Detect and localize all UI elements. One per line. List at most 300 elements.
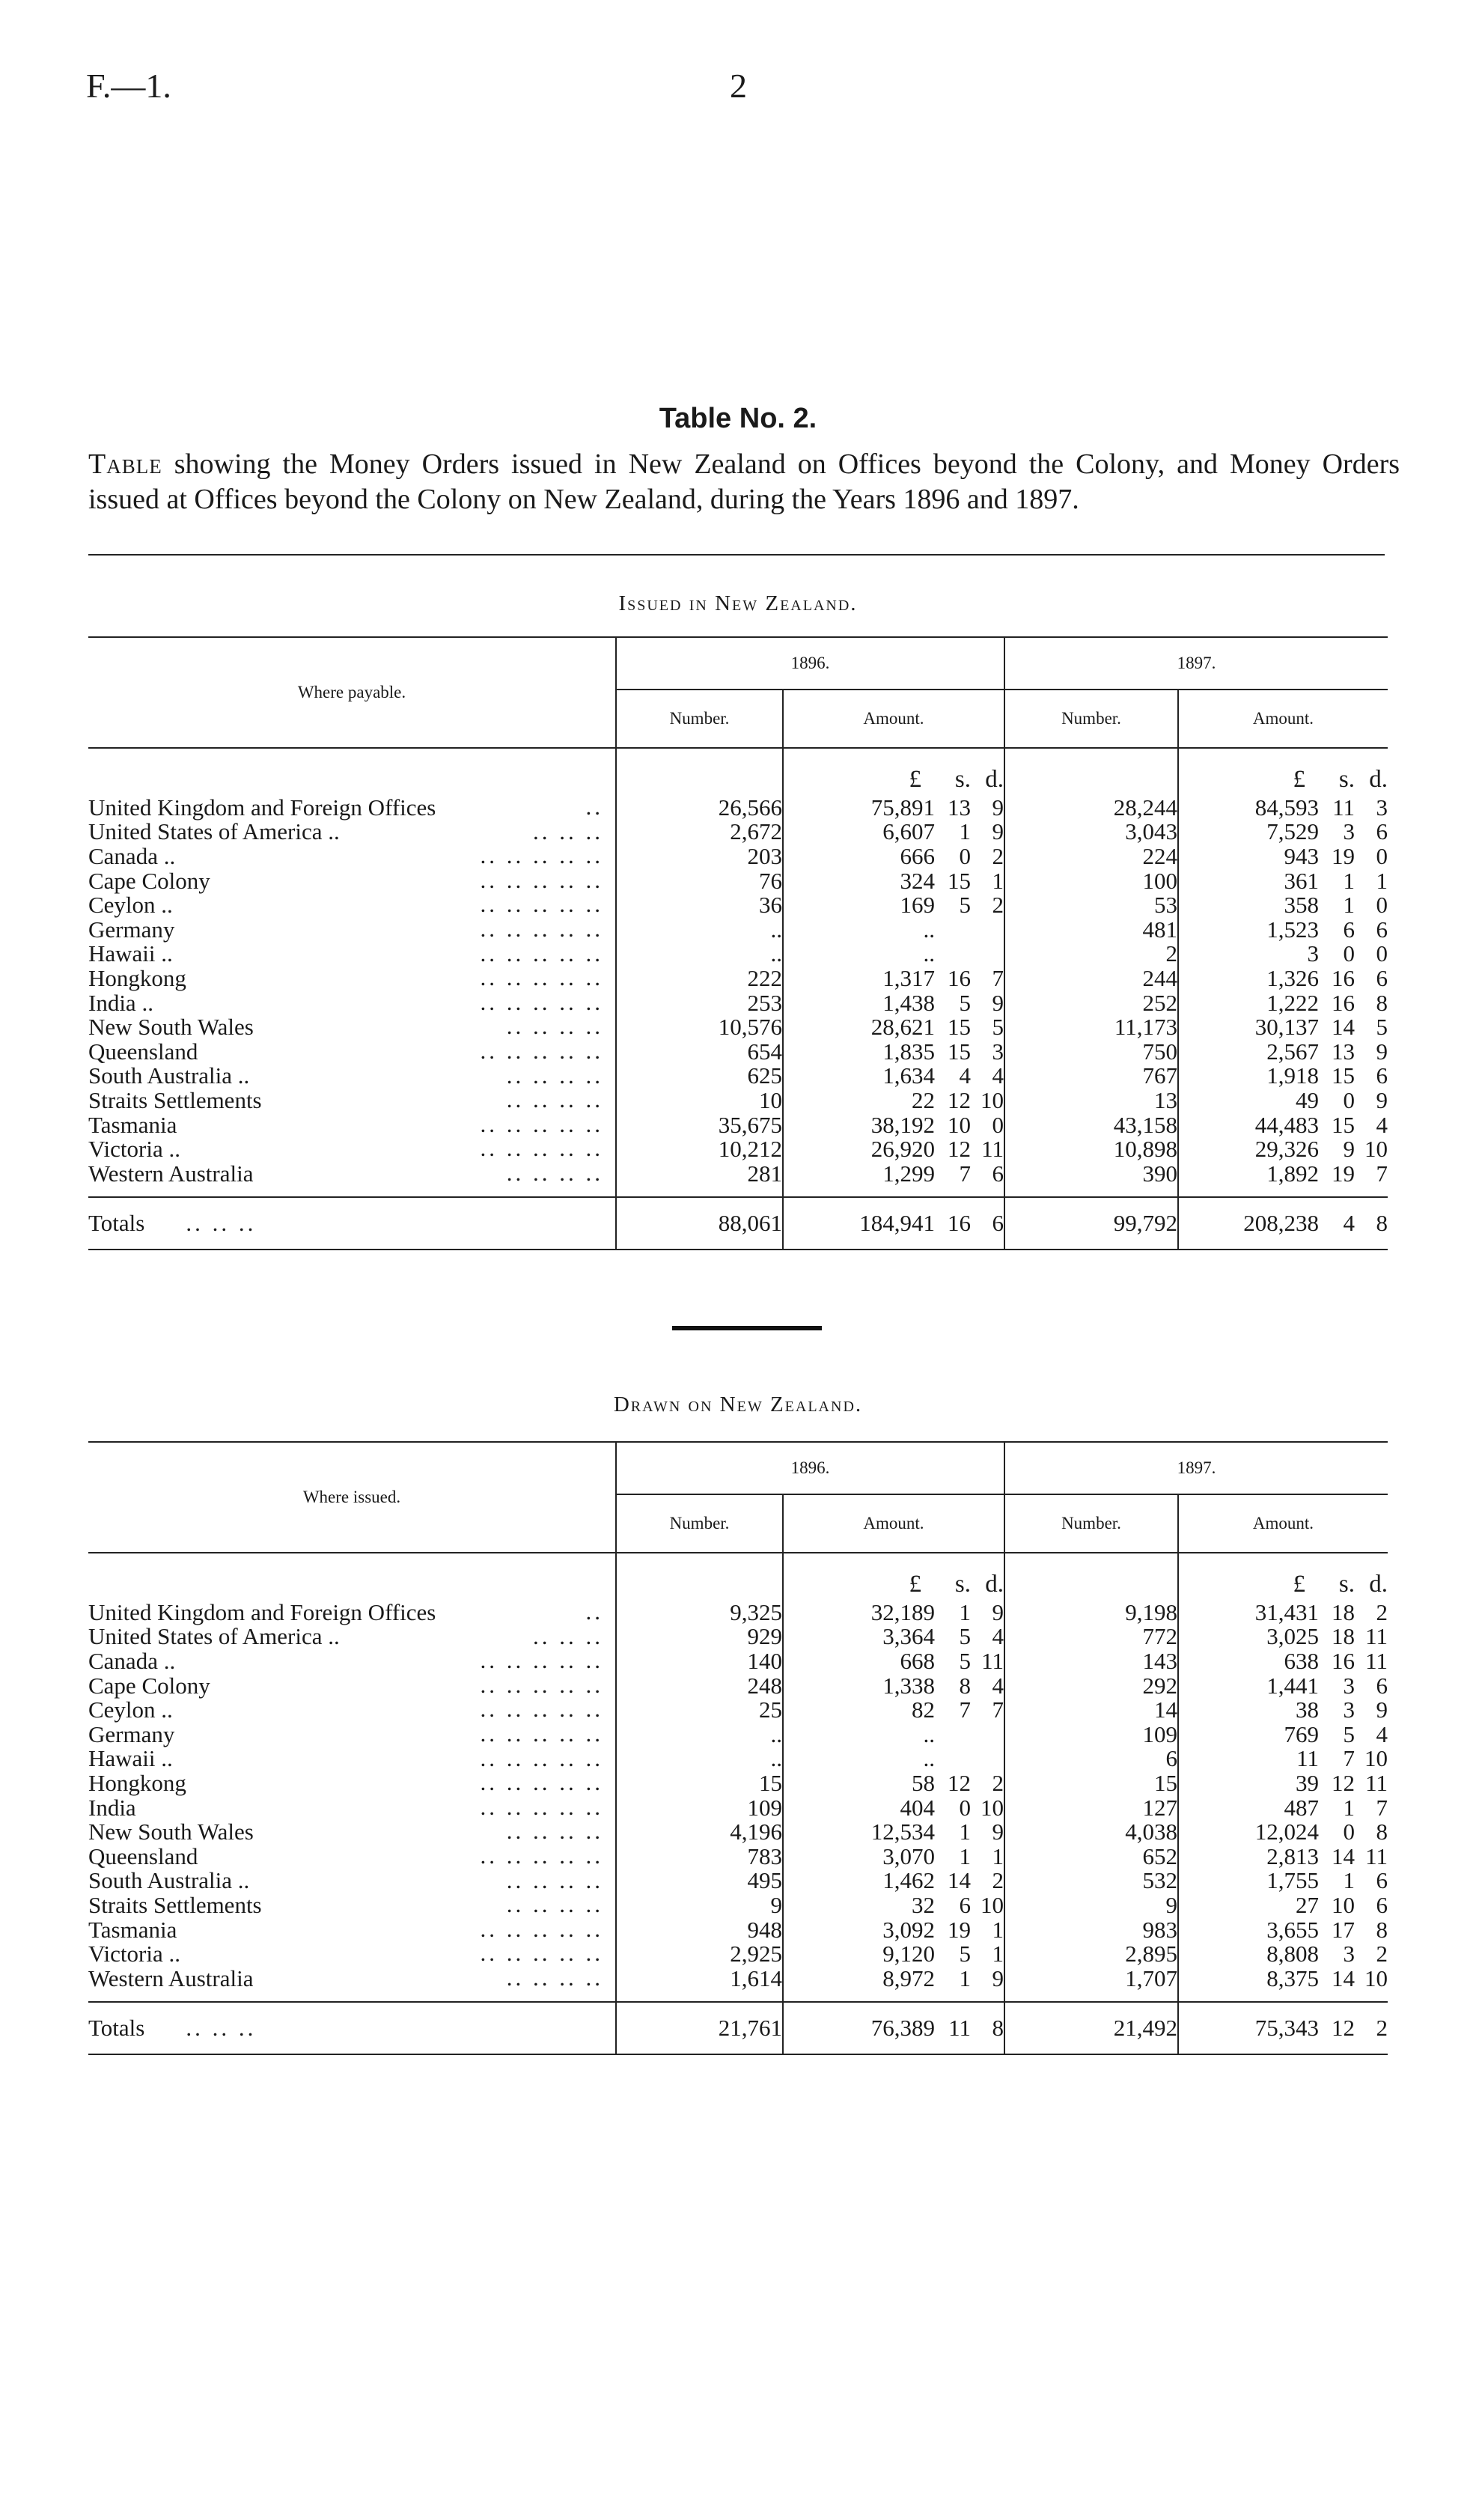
pence-1897: 6 — [1376, 1062, 1388, 1089]
pounds-1897: 11 — [1296, 1745, 1319, 1772]
pounds-1897: 29,326 — [1254, 1136, 1319, 1163]
shillings-1896: 1 — [959, 1964, 971, 1991]
number-1897: 652 — [1004, 1844, 1178, 1869]
pence-1896 — [971, 1723, 1004, 1746]
shillings-unit: s. — [1338, 1571, 1355, 1598]
number-1897: 6 — [1004, 1747, 1178, 1771]
pounds-1896: 1,317 — [882, 964, 935, 991]
pounds-1897: 1,441 — [1266, 1672, 1319, 1699]
amount-cell-1897 — [1178, 942, 1388, 967]
spacer-cell — [1004, 1991, 1178, 2002]
place-name — [88, 1844, 616, 1869]
issued-section-title: Issued in New Zealand. — [618, 591, 858, 615]
number-1897: 292 — [1004, 1673, 1178, 1698]
amount-cell-1896 — [783, 1697, 1004, 1722]
amount-cell-1896 — [783, 820, 1004, 844]
place-name — [88, 1649, 616, 1673]
amount-1897 — [1179, 1649, 1388, 1673]
amount-1897 — [1179, 942, 1388, 965]
place-name — [88, 1673, 616, 1698]
pence-1896: 9 — [992, 989, 1004, 1016]
amount-cell-1897 — [1178, 1697, 1388, 1722]
number-1896: 783 — [616, 1844, 783, 1869]
table-row — [88, 1064, 1388, 1089]
leader-dots: .. .. .. .. — [506, 1062, 603, 1089]
pounds-1897: 943 — [1284, 842, 1319, 869]
place-label: Western Australia — [88, 1160, 254, 1187]
number-1897: 127 — [1004, 1795, 1178, 1820]
number-1897: 9,198 — [1004, 1600, 1178, 1625]
place-name — [88, 990, 616, 1015]
number-header-1896: Number. — [616, 690, 783, 748]
pence-1896: 2 — [992, 842, 1004, 869]
amount-cell-1896 — [783, 1649, 1004, 1673]
number-1897: 14 — [1004, 1697, 1178, 1722]
amount-cell-1896 — [783, 1844, 1004, 1869]
pence-1897: 11 — [1365, 1623, 1388, 1650]
number-1897: 390 — [1004, 1161, 1178, 1186]
pence-1897: 2 — [1376, 1598, 1388, 1625]
amount-1896 — [784, 1720, 1004, 1747]
amount-cell-1897 — [1178, 1893, 1388, 1917]
spacer-cell — [616, 1991, 783, 2002]
place-label: Straits Settlements — [88, 1086, 262, 1113]
shillings-1897: 3 — [1343, 818, 1355, 845]
table-caption — [88, 447, 1400, 517]
units-row — [88, 1553, 1388, 1600]
number-header-1897: Number. — [1004, 690, 1178, 748]
pence-1897: 6 — [1376, 1891, 1388, 1918]
number-1896: 9 — [616, 1893, 783, 1917]
pounds-1897: 638 — [1284, 1647, 1319, 1674]
shillings-1896: 15 — [948, 867, 971, 894]
pounds-1897: 12,024 — [1254, 1819, 1319, 1845]
amount-cell-1896 — [783, 1161, 1004, 1186]
pounds-1896: 26,920 — [870, 1136, 935, 1163]
amount-header-1896: Amount. — [783, 1494, 1004, 1553]
row-spacer — [88, 1186, 1388, 1197]
row-spacer — [88, 1991, 1388, 2002]
units-1896 — [784, 1571, 1004, 1598]
amount-1897 — [1179, 1720, 1388, 1747]
number-1897: 11,173 — [1004, 1014, 1178, 1039]
units-spacer — [616, 748, 783, 795]
number-1896: .. — [616, 917, 783, 942]
pence-1897: 1 — [1376, 867, 1388, 894]
leader-dots: .. .. .. .. .. — [480, 1110, 603, 1137]
pence-1896: 10 — [981, 1794, 1004, 1821]
pence-1897: 8 — [1376, 989, 1388, 1016]
pounds-1897: 38 — [1296, 1696, 1319, 1723]
table-row — [88, 1869, 1388, 1893]
pounds-1896: 666 — [900, 842, 935, 869]
year-1897-header: 1897. — [1004, 637, 1388, 690]
shillings-1897: 0 — [1343, 940, 1355, 967]
pounds-1896: 32 — [912, 1891, 935, 1918]
pence-1896: 7 — [992, 1696, 1004, 1723]
place-name — [88, 1722, 616, 1747]
amount-cell-1896 — [783, 1625, 1004, 1649]
amount-cell-1896 — [783, 1893, 1004, 1917]
leader-dots: .. .. .. .. .. — [480, 940, 603, 967]
drawn-table — [88, 1441, 1388, 2055]
place-label: South Australia .. — [88, 1062, 250, 1089]
pounds-1896: .. — [923, 1745, 935, 1772]
amount-1897 — [1179, 1598, 1388, 1625]
shillings-1896: 0 — [959, 842, 971, 869]
place-name — [88, 868, 616, 893]
number-1896: 248 — [616, 1673, 783, 1698]
amount-cell-1897 — [1178, 1917, 1388, 1942]
shillings-unit: s. — [954, 766, 971, 793]
place-label: Hongkong — [88, 964, 186, 991]
pence-1897: 11 — [1365, 1647, 1388, 1674]
pence-1897: 7 — [1376, 1160, 1388, 1187]
table-row — [88, 1600, 1388, 1625]
amount-1897 — [1179, 991, 1388, 1014]
totals-row — [88, 2002, 1388, 2054]
pence-1896: 0 — [992, 1111, 1004, 1138]
pounds-1896: 38,192 — [870, 1111, 935, 1138]
shillings-1897: 11 — [1332, 794, 1355, 821]
pounds-1896: 6,607 — [882, 818, 935, 845]
amount-1897 — [1179, 1964, 1388, 1991]
pence-1896: 9 — [992, 1598, 1004, 1625]
pence-1897: 6 — [1376, 1867, 1388, 1894]
shillings-1896: 0 — [959, 1794, 971, 1821]
shillings-1896: 12 — [948, 1769, 971, 1796]
pence-1897: 11 — [1365, 1769, 1388, 1796]
place-label: Hawaii .. — [88, 940, 173, 967]
pound-sign: £ — [1293, 766, 1305, 793]
amount-1897 — [1179, 1086, 1388, 1113]
pounds-1896: 668 — [900, 1647, 935, 1674]
pence-1896: 1 — [992, 1916, 1004, 1943]
leader-dots: .. .. .. .. .. — [480, 891, 603, 918]
units-1897 — [1179, 1571, 1388, 1598]
amount-cell-1896 — [783, 1819, 1004, 1844]
shillings-unit: s. — [1338, 766, 1355, 793]
number-1896: .. — [616, 1747, 783, 1771]
number-1897: 532 — [1004, 1869, 1178, 1893]
amount-cell-1897 — [1178, 820, 1388, 844]
table-row — [88, 1795, 1388, 1820]
pounds-1897: 1,523 — [1266, 916, 1319, 943]
pence-1897: 0 — [1376, 940, 1388, 967]
pence-unit: d. — [1369, 766, 1388, 793]
totals-label: Totals — [88, 2014, 145, 2041]
shillings-1897: 0 — [1343, 1819, 1355, 1845]
pounds-1897: 2,813 — [1266, 1842, 1319, 1869]
pounds-1896: 169 — [900, 892, 935, 919]
place-label: Cape Colony — [88, 1672, 210, 1699]
leader-dots: .. .. .. .. .. — [480, 842, 603, 869]
place-label: Cape Colony — [88, 867, 210, 894]
shillings-1896: 16 — [948, 964, 971, 991]
table-row — [88, 1014, 1388, 1039]
amount-cell-1897 — [1178, 1113, 1388, 1137]
number-1896: 76 — [616, 868, 783, 893]
pounds-1896: 1,634 — [882, 1062, 935, 1089]
number-1897: 9 — [1004, 1893, 1178, 1917]
pounds-1896: 82 — [912, 1696, 935, 1723]
number-1897: 2,895 — [1004, 1941, 1178, 1966]
amount-1896 — [784, 2015, 1004, 2042]
shillings-1896: 6 — [959, 1891, 971, 1918]
pence-1896: 8 — [992, 2014, 1004, 2041]
pence-1897: 8 — [1376, 1209, 1388, 1236]
number-1896: 625 — [616, 1064, 783, 1089]
place-label: Western Australia — [88, 1964, 254, 1991]
total-number-1896: 88,061 — [616, 1197, 783, 1250]
amount-cell-1897 — [1178, 1600, 1388, 1625]
amount-cell-1897 — [1178, 1197, 1388, 1250]
leader-dots: .. .. .. .. .. — [480, 866, 603, 893]
pounds-1896: 324 — [900, 867, 935, 894]
place-name — [88, 1622, 616, 1650]
pounds-1897: 31,431 — [1254, 1598, 1319, 1625]
amount-cell-1897 — [1178, 966, 1388, 990]
shillings-1896: 15 — [948, 1014, 971, 1041]
place-label: Straits Settlements — [88, 1891, 262, 1918]
shillings-1897: 17 — [1332, 1916, 1355, 1943]
table-row — [88, 1673, 1388, 1698]
shillings-1896: 12 — [948, 1136, 971, 1163]
shillings-1897: 1 — [1343, 867, 1355, 894]
shillings-1897: 0 — [1343, 1086, 1355, 1113]
totals-label-cell — [88, 1197, 616, 1250]
pounds-1897: 49 — [1296, 1086, 1319, 1113]
place-label: Hawaii .. — [88, 1745, 173, 1772]
pounds-1896: 58 — [912, 1769, 935, 1796]
leader-dots: .. — [585, 1598, 603, 1625]
amount-1896 — [784, 1869, 1004, 1892]
pounds-1896: 3,070 — [882, 1842, 935, 1869]
leader-dots: .. .. .. .. .. — [480, 1671, 603, 1698]
amount-cell-1896 — [783, 1039, 1004, 1064]
pence-1896: 9 — [992, 794, 1004, 821]
pence-unit: d. — [985, 766, 1004, 793]
shillings-1897: 12 — [1332, 2014, 1355, 2041]
amount-cell-1897 — [1178, 1844, 1388, 1869]
number-1897: 15 — [1004, 1771, 1178, 1795]
amount-1897 — [1179, 1796, 1388, 1819]
amount-cell-1897 — [1178, 795, 1388, 820]
amount-cell-1897 — [1178, 2002, 1388, 2054]
table-row — [88, 868, 1388, 893]
number-1897: 772 — [1004, 1625, 1178, 1649]
place-name — [88, 820, 616, 844]
pence-1897: 3 — [1376, 794, 1388, 821]
shillings-1897: 1 — [1343, 892, 1355, 919]
amount-header-1897: Amount. — [1178, 1494, 1388, 1553]
pounds-1896: 184,941 — [859, 1209, 935, 1236]
amount-cell-1896 — [783, 1014, 1004, 1039]
amount-1896 — [784, 1136, 1004, 1163]
pence-unit: d. — [985, 1571, 1004, 1598]
amount-cell-1897 — [1178, 1649, 1388, 1673]
place-name — [88, 1110, 616, 1138]
shillings-1896: 7 — [959, 1696, 971, 1723]
place-label: Ceylon .. — [88, 892, 173, 919]
number-1897: 983 — [1004, 1917, 1178, 1942]
pence-1897: 9 — [1376, 1038, 1388, 1065]
number-1897: 109 — [1004, 1722, 1178, 1747]
amount-1897 — [1179, 1136, 1388, 1163]
table-row — [88, 1161, 1388, 1186]
table-row — [88, 966, 1388, 990]
shillings-1897: 14 — [1332, 1014, 1355, 1041]
year-1897-header: 1897. — [1004, 1442, 1388, 1494]
pound-sign: £ — [909, 766, 921, 793]
shillings-unit: s. — [954, 1571, 971, 1598]
pence-unit: d. — [1369, 1571, 1388, 1598]
shillings-1896: 19 — [948, 1916, 971, 1943]
pence-1896: 9 — [992, 1964, 1004, 1991]
units-spacer — [88, 1553, 616, 1600]
shillings-1896: 5 — [959, 1623, 971, 1650]
units-row — [88, 748, 1388, 795]
table-row — [88, 942, 1388, 967]
shillings-1897: 18 — [1332, 1598, 1355, 1625]
shillings-1897: 16 — [1332, 964, 1355, 991]
number-1897: 244 — [1004, 966, 1178, 990]
place-label: Germany — [88, 916, 175, 943]
amount-1897 — [1179, 892, 1388, 919]
shillings-1896: 16 — [948, 1209, 971, 1236]
amount-cell-1896 — [783, 1136, 1004, 1161]
pound-sign: £ — [1293, 1571, 1305, 1598]
amount-1896 — [784, 1842, 1004, 1869]
amount-1896 — [784, 1771, 1004, 1795]
place-label: New South Wales — [88, 1819, 254, 1845]
amount-cell-1896 — [783, 1722, 1004, 1747]
amount-1896 — [784, 918, 1004, 941]
pounds-1897: 1,755 — [1266, 1867, 1319, 1894]
pence-1896: 10 — [981, 1086, 1004, 1113]
amount-1896 — [784, 1598, 1004, 1625]
amount-1896 — [784, 1942, 1004, 1965]
shillings-1897: 15 — [1332, 1062, 1355, 1089]
amount-cell-1897 — [1178, 1966, 1388, 1991]
pounds-1896: 75,891 — [870, 794, 935, 821]
amount-cell-1896 — [783, 1795, 1004, 1820]
place-label: New South Wales — [88, 1014, 254, 1041]
pence-1896: 4 — [992, 1623, 1004, 1650]
number-1896: 2,925 — [616, 1941, 783, 1966]
number-1897: 2 — [1004, 942, 1178, 967]
leader-dots: .. .. .. .. .. — [480, 1647, 603, 1674]
pence-1896: 1 — [992, 867, 1004, 894]
place-label: United Kingdom and Foreign Offices — [88, 794, 436, 821]
shillings-1896 — [935, 918, 971, 941]
shillings-1897: 16 — [1332, 1647, 1355, 1674]
spacer-cell — [783, 1991, 1004, 2002]
amount-cell-1897 — [1178, 1747, 1388, 1771]
spacer-cell — [1178, 1186, 1388, 1197]
amount-1896 — [784, 1796, 1004, 1819]
amount-1896 — [784, 1649, 1004, 1673]
pence-1896: 4 — [992, 1062, 1004, 1089]
number-1896: 26,566 — [616, 795, 783, 820]
pence-1897: 5 — [1376, 1014, 1388, 1041]
spacer-cell — [783, 1186, 1004, 1197]
leader-dots: .. .. .. .. — [506, 1013, 603, 1040]
shillings-1897: 3 — [1343, 1696, 1355, 1723]
shillings-1897: 1 — [1343, 1867, 1355, 1894]
units-spacer — [1004, 748, 1178, 795]
place-label: India .. — [88, 989, 153, 1016]
page-number: 2 — [730, 67, 747, 105]
table-row — [88, 1697, 1388, 1722]
amount-1896 — [784, 820, 1004, 843]
shillings-1897: 19 — [1332, 1160, 1355, 1187]
table-row — [88, 1819, 1388, 1844]
amount-1897 — [1179, 1918, 1388, 1941]
place-name — [88, 1795, 616, 1820]
pence-1897: 7 — [1376, 1794, 1388, 1821]
table-row — [88, 917, 1388, 942]
amount-1897 — [1179, 1162, 1388, 1185]
spacer-cell — [88, 1991, 616, 2002]
number-1896: 109 — [616, 1795, 783, 1820]
shillings-1897: 4 — [1343, 1209, 1355, 1236]
shillings-1896: 4 — [959, 1062, 971, 1089]
amount-1896 — [784, 1086, 1004, 1113]
leader-dots: .. .. .. .. — [506, 1086, 603, 1113]
leader-dots: .. .. .. .. .. — [480, 1793, 603, 1820]
pounds-1896: 3,092 — [882, 1916, 935, 1943]
leader-dots: .. .. .. .. .. — [480, 1769, 603, 1796]
place-name — [88, 1893, 616, 1917]
amount-1897 — [1179, 1040, 1388, 1063]
leader-dots: .. .. .. .. — [506, 1159, 603, 1186]
number-1896: 10,576 — [616, 1014, 783, 1039]
amount-cell-1896 — [783, 1673, 1004, 1698]
number-1896: .. — [616, 942, 783, 967]
shillings-1897: 9 — [1343, 1136, 1355, 1163]
shillings-1896: 8 — [959, 1672, 971, 1699]
number-1897: 1,707 — [1004, 1966, 1178, 1991]
shillings-1896: 5 — [959, 1941, 971, 1967]
amount-1896 — [784, 1964, 1004, 1991]
number-1897: 767 — [1004, 1064, 1178, 1089]
place-name — [88, 844, 616, 868]
amount-1897 — [1179, 1942, 1388, 1965]
pounds-1897: 769 — [1284, 1720, 1319, 1747]
leader-dots: .. .. .. .. .. — [480, 1842, 603, 1869]
amount-cell-1897 — [1178, 1088, 1388, 1113]
number-1896: 495 — [616, 1869, 783, 1893]
leader-dots: .. .. .. .. — [506, 1891, 603, 1918]
shillings-1897: 7 — [1343, 1745, 1355, 1772]
amount-cell-1897 — [1178, 1625, 1388, 1649]
place-label: Canada .. — [88, 842, 176, 869]
place-name — [88, 795, 616, 820]
place-label: Canada .. — [88, 1647, 176, 1674]
place-label: Tasmania — [88, 1916, 177, 1943]
leader-dots: .. — [585, 794, 603, 820]
place-name — [88, 1744, 616, 1772]
number-1896: 36 — [616, 892, 783, 917]
pence-1896: 6 — [992, 1209, 1004, 1236]
units-spacer — [1004, 1553, 1178, 1600]
amount-cell-1896 — [783, 966, 1004, 990]
year-1896-header: 1896. — [616, 637, 1004, 690]
place-name — [88, 1600, 616, 1625]
place-label: Queensland — [88, 1842, 198, 1869]
table-row — [88, 1136, 1388, 1161]
